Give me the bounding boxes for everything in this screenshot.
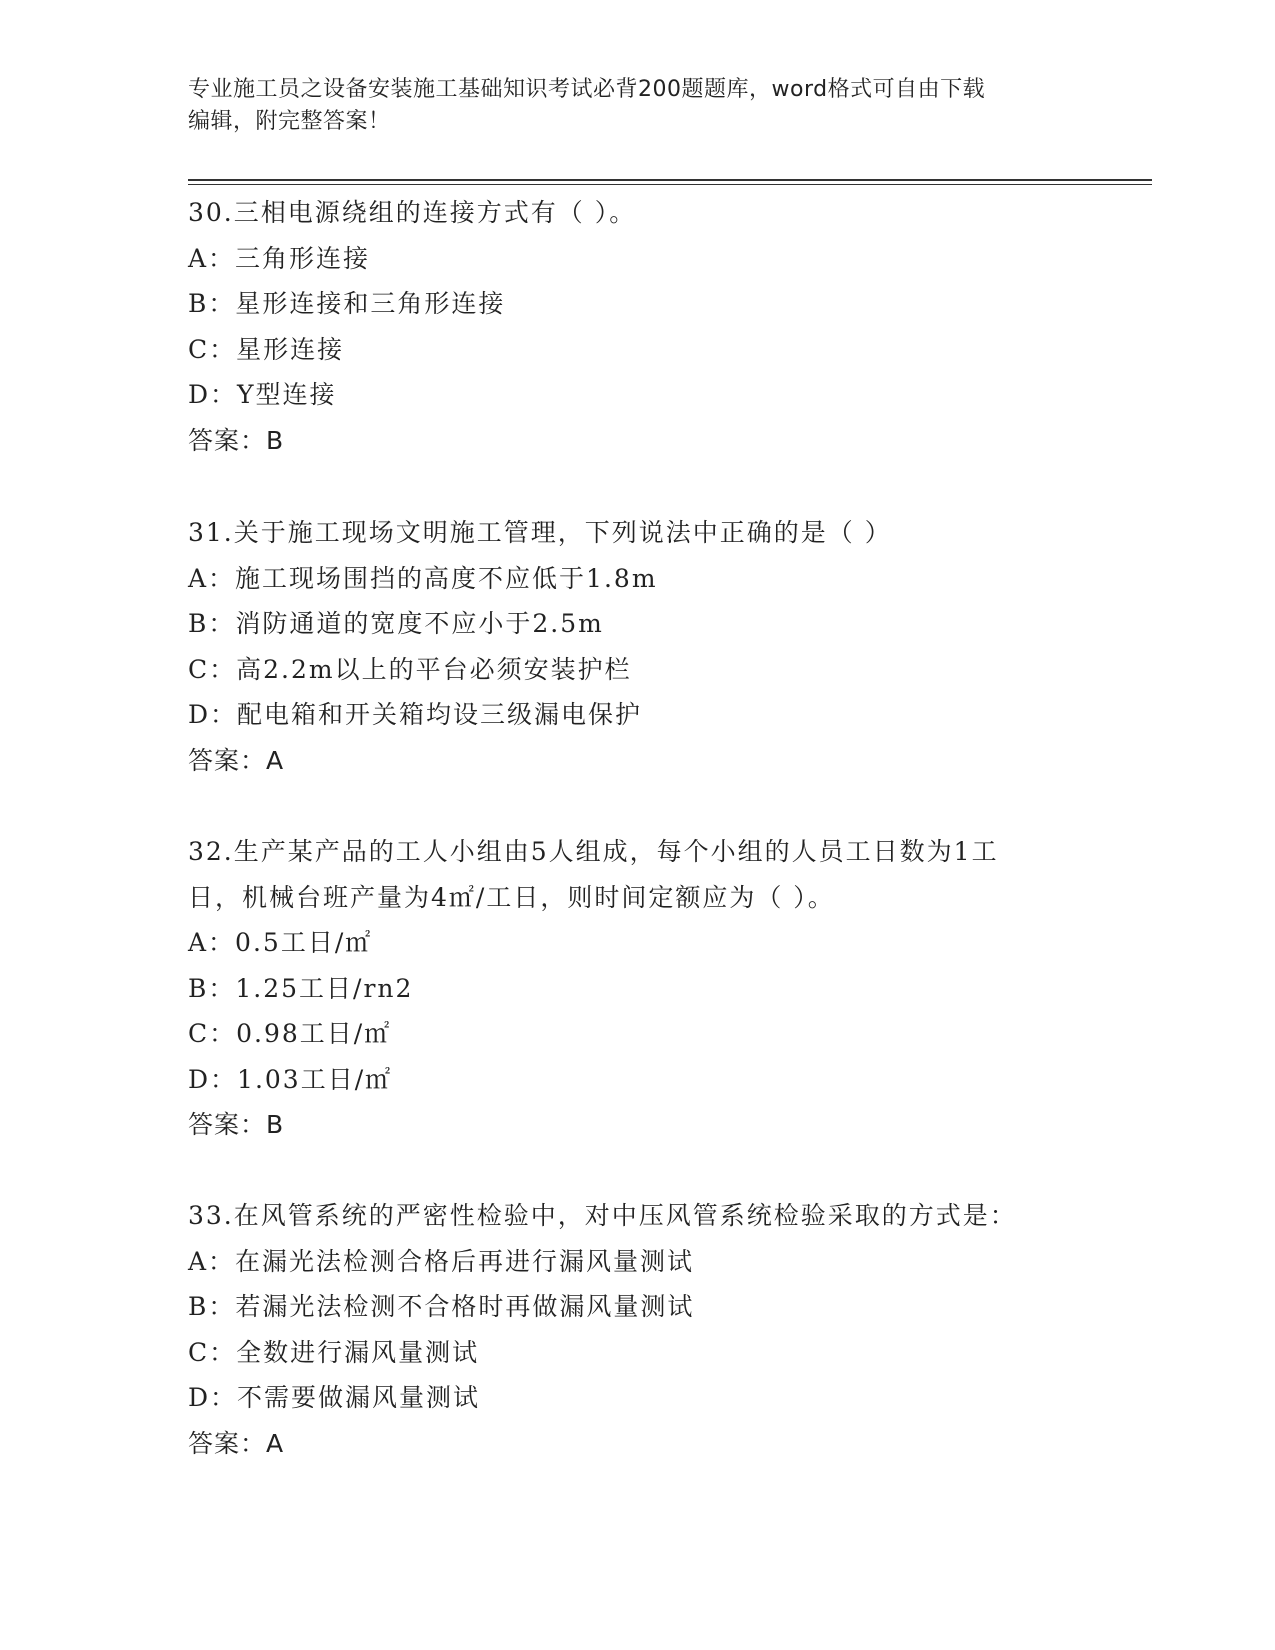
question-32 bbox=[188, 829, 1088, 1148]
option-b: B：星形连接和三角形连接 bbox=[188, 289, 506, 318]
question-stem: 30.三相电源绕组的连接方式有（ ）。 bbox=[188, 198, 637, 227]
question-stem-line-1: 32.生产某产品的工人小组由5人组成，每个小组的人员工日数为1工 bbox=[188, 837, 999, 866]
option-d: D：Y型连接 bbox=[188, 380, 337, 409]
option-c: C：高2.2m以上的平台必须安装护栏 bbox=[188, 654, 632, 684]
option-c: C：0.98工日/㎡ bbox=[188, 1019, 392, 1048]
option-c: C：星形连接 bbox=[188, 334, 345, 364]
answer: 答案：A bbox=[188, 745, 285, 775]
option-b: B：消防通道的宽度不应小于2.5m bbox=[188, 609, 604, 638]
header-line-1: 专业施工员之设备安装施工基础知识考试必背200题题库，word格式可自由下载 bbox=[188, 77, 986, 102]
question-30 bbox=[188, 190, 1088, 463]
header-divider-thick bbox=[188, 179, 1152, 181]
question-33 bbox=[188, 1193, 1088, 1466]
header-divider-thin bbox=[188, 184, 1152, 185]
question-stem: 31.关于施工现场文明施工管理，下列说法中正确的是（ ） bbox=[188, 518, 892, 547]
option-d: D：不需要做漏风量测试 bbox=[188, 1383, 481, 1412]
question-stem: 33.在风管系统的严密性检验中，对中压风管系统检验采取的方式是： bbox=[188, 1201, 1017, 1230]
option-d: D：配电箱和开关箱均设三级漏电保护 bbox=[188, 700, 643, 729]
document-header bbox=[188, 74, 1088, 138]
option-c: C：全数进行漏风量测试 bbox=[188, 1337, 480, 1367]
option-b: B：若漏光法检测不合格时再做漏风量测试 bbox=[188, 1292, 695, 1321]
option-a: A：施工现场围挡的高度不应低于1.8m bbox=[188, 563, 658, 593]
option-a: A：在漏光法检测合格后再进行漏风量测试 bbox=[188, 1246, 695, 1276]
answer: 答案：B bbox=[188, 1110, 285, 1139]
question-stem-line-2: 日，机械台班产量为4㎡/工日，则时间定额应为（ ）。 bbox=[188, 882, 835, 912]
option-a: A：0.5工日/㎡ bbox=[188, 928, 373, 957]
answer: 答案：B bbox=[188, 425, 285, 455]
option-b: B：1.25工日/rn2 bbox=[188, 973, 414, 1003]
option-a: A：三角形连接 bbox=[188, 243, 371, 273]
option-d: D：1.03工日/㎡ bbox=[188, 1064, 393, 1094]
question-31 bbox=[188, 510, 1088, 783]
header-line-2: 编辑，附完整答案！ bbox=[188, 109, 391, 134]
answer: 答案：A bbox=[188, 1428, 285, 1458]
